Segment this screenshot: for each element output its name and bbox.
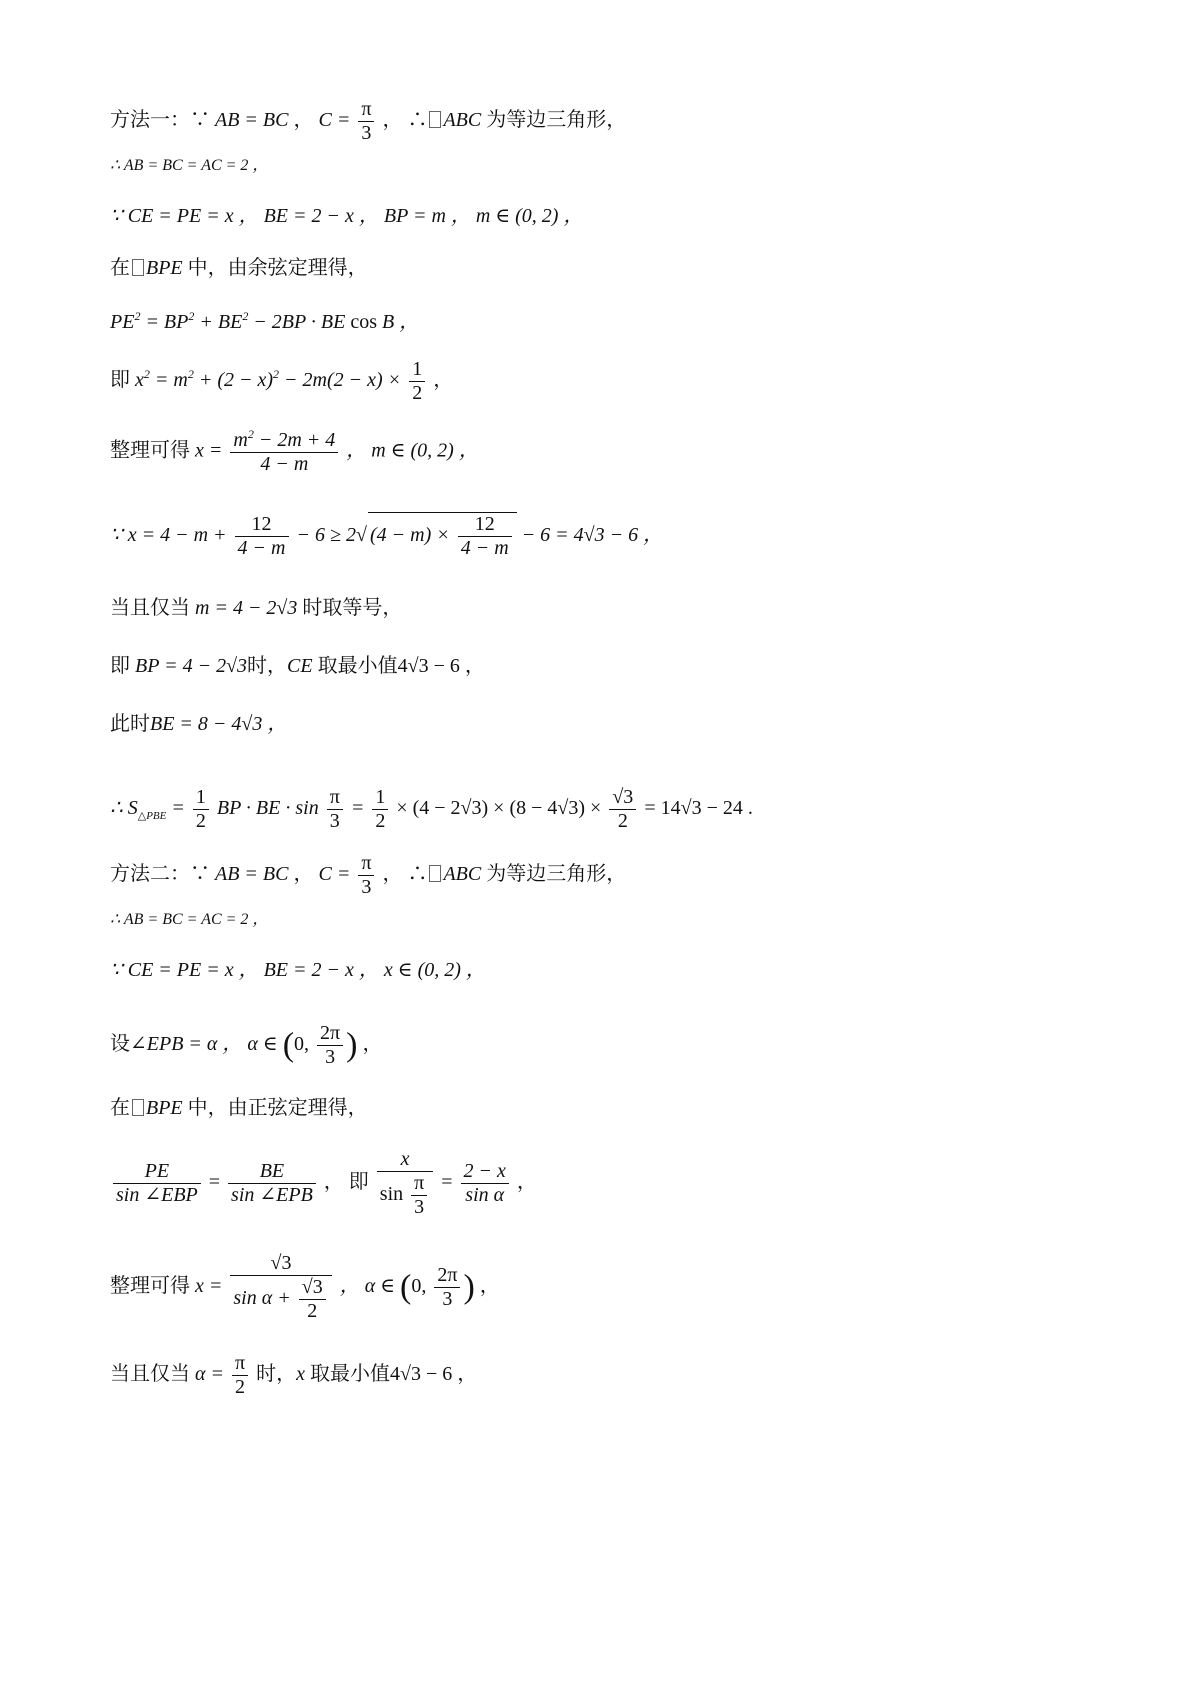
x-in-alpha-line: 整理可得 x = √3 sin α + $\frac{√3}{2}$ ， α ∈ (0, $\frac{2\pi}{3}$ ) ， [110, 1252, 500, 1322]
fraction: $\frac{\pi}{3}$ [327, 786, 343, 833]
missing-glyph-box [429, 865, 441, 882]
missing-glyph-box [132, 259, 144, 276]
fraction: $\frac{1}{2}$ [409, 358, 425, 405]
fraction: $\frac{BE}{\text{sin ∠EPB}}$ [228, 1160, 316, 1207]
equality-condition-line: 当且仅当 m = 4 − 2√3 时取等号， [110, 597, 403, 619]
sine-law-intro: 在 BPE 中，由正弦定理得， [110, 1097, 368, 1119]
method-one-line: 方法一：∵ AB = BC ， C = $\frac{\pi}{3}$ ， ∴ ABC 为等边三角形， [110, 98, 627, 144]
angle-definition-line: 设∠EPB = α ， α ∈ (0, $\frac{2\pi}{3}$ ) ， [110, 1022, 383, 1068]
fraction: √3 sin α + $\frac{√3}{2}$ [230, 1252, 331, 1323]
method-two-line: 方法二：∵ AB = BC ， C = $\frac{\pi}{3}$ ， ∴ ABC 为等边三角形， [110, 852, 627, 898]
fraction: $\frac{1}{2}$ [372, 786, 388, 833]
method-one-label: 方法一： [110, 109, 190, 132]
fraction: $\frac{12}{4 - m}$ [458, 513, 512, 560]
fraction: $\frac{\pi}{3}$ [358, 852, 374, 899]
final-min-line: 当且仅当 α = $\frac{\pi}{2}$ 时，x 取最小值4√3 − 6 ， [110, 1352, 478, 1398]
fraction: $\frac{2\pi}{3}$ [434, 1264, 460, 1311]
substitution-line: 即 $x^2 = m^2 + (2 - x)^2 - 2m(2 - x)$ × $\frac{1}{2}$ ， [110, 358, 454, 404]
sine-law-equation: $\frac{PE}{\text{sin ∠EBP}}$ = $\frac{BE}{\text{sin ∠EPB}}$ ， 即 x sin $\frac{\pi}{3}$ = $\frac{2 - x}{\text{sin α}}$ ， [110, 1148, 537, 1219]
cosine-law-intro: 在 BPE 中，由余弦定理得， [110, 257, 368, 279]
given-lengths-line: ∵ CE = PE = x ， BE = 2 − x ， BP = m ， m ∈ (0, 2) ， [110, 205, 584, 227]
method-two-label: 方法二： [110, 863, 190, 886]
fraction: $\frac{2 - x}{\text{sin α}}$ [461, 1160, 509, 1207]
cosine-law-equation: $PE^2 = BP^2 + BE^2 - 2BP$ · BE cos B ， [110, 309, 420, 333]
equilateral-sides-line: ∴ AB = BC = AC = 2 ， [110, 157, 269, 174]
fraction: $\frac{√3}{2}$ [609, 786, 636, 833]
fraction: $\frac{\pi}{2}$ [232, 1352, 248, 1399]
fraction: $\frac{PE}{\text{sin ∠EBP}}$ [113, 1160, 201, 1207]
fraction: $\frac{2\pi}{3}$ [317, 1022, 343, 1069]
am-gm-inequality-line: ∵ x = 4 − m + $\frac{12}{4 - m}$ − 6 ≥ 2√ (4 − m) × $\frac{12}{4 - m}$ − 6 = 4√3 − 6 ， [110, 513, 664, 559]
fraction: $\frac{1}{2}$ [193, 786, 209, 833]
rearranged-x-line: 整理可得 x = $\frac{m^2 - 2m + 4}{4 - m}$ ， m ∈ (0, 2) ， [110, 427, 479, 475]
fraction: $\frac{\pi}{3}$ [358, 98, 374, 145]
missing-glyph-box [429, 111, 441, 128]
missing-glyph-box [132, 1099, 144, 1116]
area-computation-line: ∴ $S_{\triangle PBE}$ = $\frac{1}{2}$ BP · BE · sin $\frac{\pi}{3}$ = $\frac{1}{2}$ × (4 − 2√3) × (8 − 4√3) × $\frac{√3}{2}$ = 14√3 − 24 . [110, 786, 753, 832]
fraction: x sin $\frac{\pi}{3}$ [377, 1148, 433, 1219]
equilateral-sides-line-2: ∴ AB = BC = AC = 2 ， [110, 911, 269, 928]
given-lengths-line-2: ∵ CE = PE = x ， BE = 2 − x ， x ∈ (0, 2) ， [110, 959, 486, 981]
fraction: $\frac{m^2 - 2m + 4}{4 - m}$ [230, 428, 338, 476]
fraction: $\frac{12}{4 - m}$ [235, 513, 289, 560]
min-ce-line: 即 BP = 4 − 2√3时，CE 取最小值4√3 − 6 ， [110, 655, 485, 677]
be-value-line: 此时BE = 8 − 4√3 ， [110, 713, 288, 735]
